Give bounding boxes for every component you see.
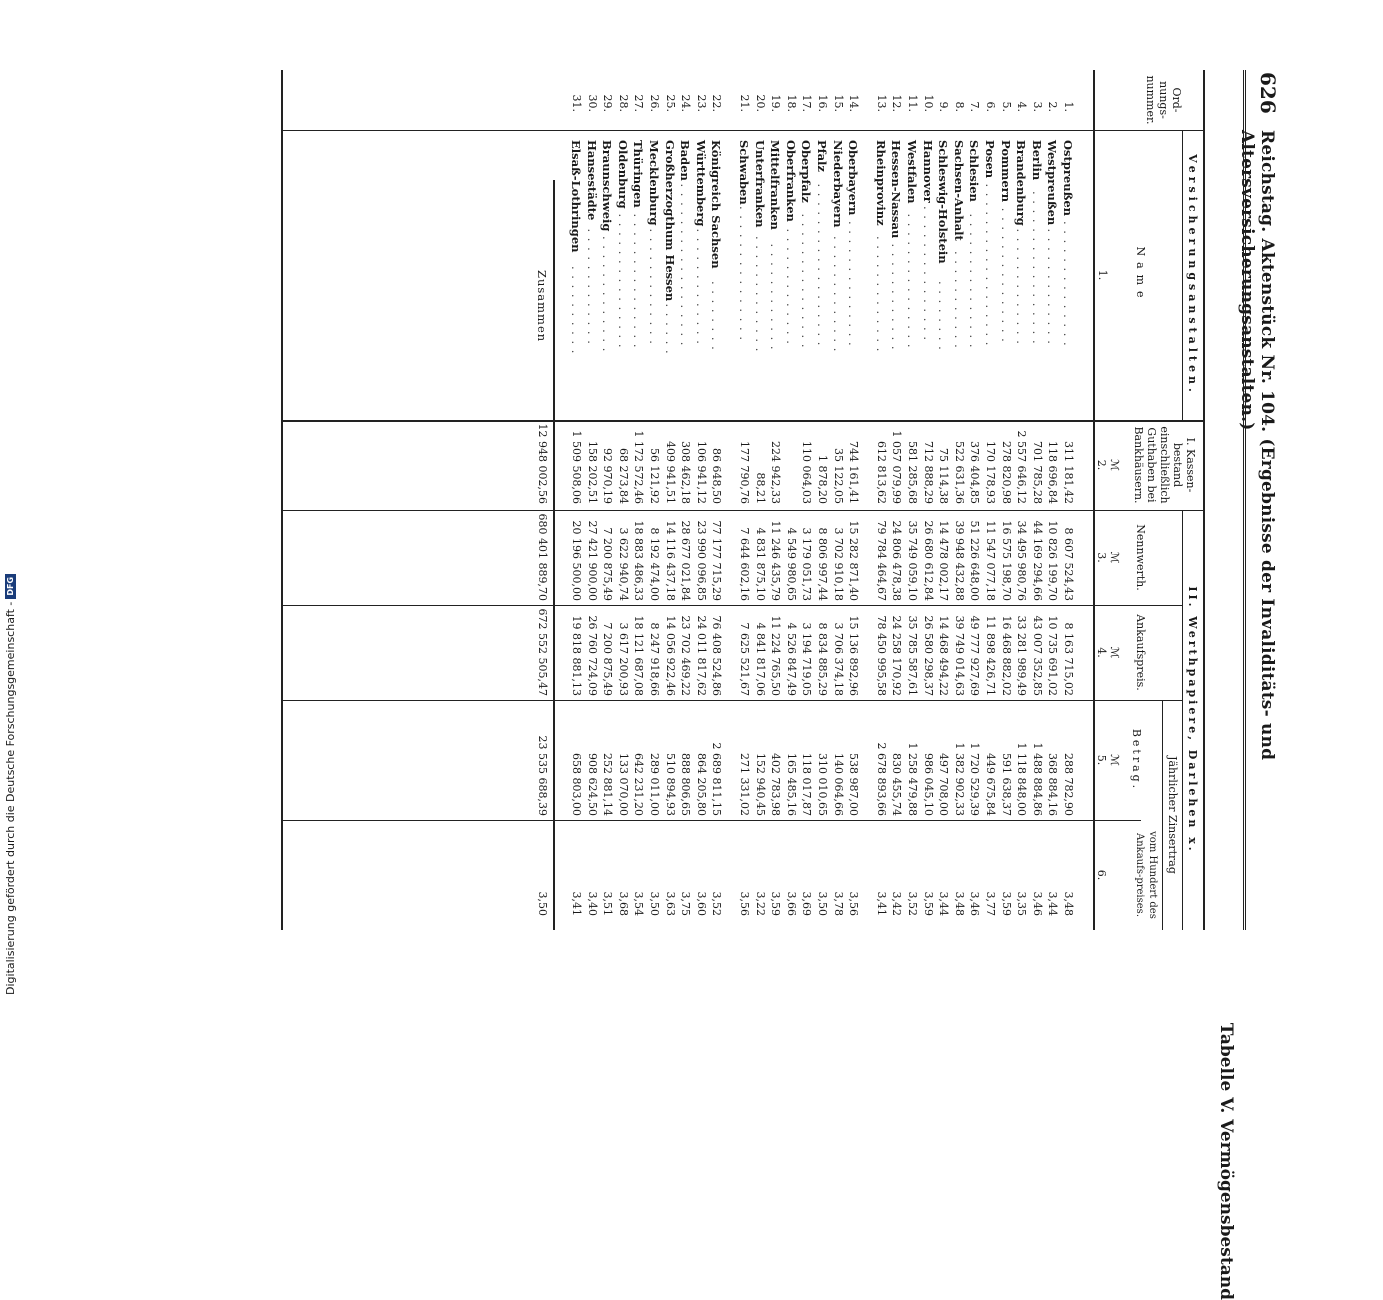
row-number: 17. — [800, 94, 814, 112]
ankaufspreis-value: 15 136 892,96 — [847, 615, 861, 696]
ankaufspreis-value: 8 247 918,66 — [648, 622, 661, 696]
kasse-value: 106 941,12 — [694, 441, 708, 504]
col4-number: 4. — [1095, 647, 1108, 658]
row-number: 5. — [999, 101, 1013, 112]
ankaufspreis-value: 14 468 494,22 — [937, 615, 951, 696]
row-name: Oberbayern — [846, 140, 861, 216]
row-number: 24. — [679, 94, 693, 112]
percent-value: 3,44 — [1046, 891, 1060, 916]
row-number: 16. — [816, 94, 829, 112]
kasse-value: 1 878,20 — [816, 455, 829, 504]
total-label: Zusammen — [535, 270, 550, 343]
unit-mark: ℳ — [1108, 551, 1121, 564]
kasse-value: 1 172 572,46 — [632, 430, 646, 504]
row-name: Pfalz — [815, 140, 829, 172]
nennwerth-value: 3 622 940,74 — [616, 527, 630, 601]
betrag-value: 310 010,65 — [816, 753, 829, 816]
leader-dots: . . . . . . . . . . . — [951, 251, 966, 349]
row-number: 20. — [753, 94, 767, 112]
nennwerth-value: 28 677 021,84 — [679, 520, 693, 601]
nennwerth-value: 3 702 910,18 — [831, 527, 845, 601]
betrag-value: 368 884,16 — [1046, 753, 1060, 816]
nennwerth-value: 51 226 648,00 — [968, 520, 982, 601]
total-percent: 3,50 — [536, 891, 550, 916]
ankaufspreis-value: 49 777 927,69 — [968, 615, 982, 696]
betrag-value: 252 881,14 — [601, 753, 615, 816]
row-name: Unterfranken — [752, 140, 767, 228]
kasse-value: 311 181,42 — [1062, 441, 1075, 504]
percent-value: 3,59 — [921, 891, 935, 916]
row-name: Hansestädte — [584, 140, 599, 221]
percent-value: 3,75 — [679, 891, 693, 916]
nennwerth-value: 11 547 077,18 — [984, 520, 997, 601]
leader-dots: . . . . . . . . . . . . . — [873, 236, 888, 353]
nennwerth-value: 7 200 875,49 — [601, 527, 615, 601]
percent-value: 3,50 — [816, 891, 829, 916]
ankaufspreis-header: Ankaufspreis. — [1134, 614, 1147, 691]
leader-dots: . . . . . . . . . . . . . . . — [799, 213, 814, 349]
row-number: 2. — [1046, 101, 1060, 112]
col1-number: 1. — [1096, 269, 1109, 281]
ankaufspreis-value: 76 408 524,86 — [710, 615, 724, 696]
row-number: 14. — [847, 94, 861, 112]
leader-dots: . . . . . . — [662, 303, 677, 355]
row-name: Westpreußen — [1045, 140, 1060, 226]
betrag-value: 1 118 848,00 — [1015, 742, 1029, 816]
row-name: Ostpreußen — [1061, 140, 1075, 216]
row-number: 12. — [890, 94, 904, 112]
nennwerth-value: 4 549 980,65 — [784, 527, 798, 601]
row-line — [1182, 510, 1183, 930]
leader-dots: . . . . . . . . . . . . . . — [846, 221, 861, 347]
betrag-value: 888 806,65 — [679, 753, 693, 816]
row-name: Brandenburg — [1014, 140, 1029, 226]
table-title: Tabelle V. Vermögensbestand — [1216, 1022, 1236, 1300]
kasse-value: 1 509 508,06 — [570, 430, 583, 504]
row-number: 30. — [585, 94, 599, 112]
percent-value: 3,51 — [601, 891, 615, 916]
betrag-value: 986 045,10 — [921, 753, 935, 816]
percent-value: 3,68 — [616, 891, 630, 916]
col6-number: 6. — [1095, 869, 1108, 881]
row-name: Großherzogthum Hessen — [662, 140, 677, 302]
ankaufspreis-value: 24 011 817,62 — [694, 615, 708, 696]
percent-value: 3,69 — [800, 891, 814, 916]
betrag-value: 402 783,98 — [769, 753, 783, 816]
betrag-value: 288 782,90 — [1062, 753, 1075, 816]
unit-mark: ℳ — [1108, 754, 1121, 766]
name-header: Name — [1134, 246, 1147, 304]
row-name: Pommern — [998, 140, 1013, 203]
nennwerth-value: 8 607 524,43 — [1062, 527, 1075, 601]
ankaufspreis-value: 3 617 200,93 — [616, 622, 630, 696]
row-name: Elsaß-Lothringen — [569, 140, 583, 253]
percent-value: 3,52 — [906, 891, 919, 916]
ankaufspreis-value: 7 200 875,49 — [601, 622, 615, 696]
kasse-value: 88,21 — [753, 472, 767, 504]
row-name: Posen — [983, 140, 997, 179]
kasse-value: 92 970,19 — [601, 448, 615, 504]
ankaufspreis-value: 10 735 691,02 — [1046, 615, 1060, 696]
row-name: Braunschweig — [600, 140, 615, 232]
leader-dots: . . . . . . . . . . . . — [768, 243, 783, 351]
nennwerth-value: 8 192 474,00 — [648, 527, 661, 601]
unit-mark: ℳ — [1108, 459, 1121, 471]
betrag-value: 497 708,00 — [937, 753, 951, 816]
kasse-value: 612 813,62 — [874, 441, 888, 504]
row-number: 18. — [784, 94, 798, 112]
leader-dots: . . . . . . . . — [709, 281, 724, 351]
percent-value: 3,63 — [663, 891, 677, 916]
percent-value: 3,48 — [1062, 891, 1075, 916]
kasse-value: 110 064,03 — [800, 441, 814, 504]
row-name: Oberfranken — [783, 140, 798, 222]
percent-value: 3,42 — [890, 891, 904, 916]
nennwerth-value: 14 116 437,18 — [663, 520, 677, 601]
nennwerth-value: 77 177 715,29 — [710, 520, 724, 601]
betrag-value: 658 803,00 — [570, 753, 583, 816]
kasse-value: 522 631,36 — [952, 441, 966, 504]
leader-dots: . . . . . . . . . . . . . . . . . . — [678, 183, 693, 347]
total-kasse: 12 948 002,56 — [536, 423, 550, 504]
leader-dots: . . . . . . . . . . . . . — [752, 236, 767, 353]
col-line — [283, 130, 1203, 131]
percent-value: 3,56 — [738, 891, 751, 916]
kasse-value: 278 820,98 — [999, 441, 1013, 504]
leader-dots: . . . . . . . . . . . . . . . — [615, 213, 630, 349]
kasse-value: 581 285,68 — [906, 441, 919, 504]
row-name: Mittelfranken — [768, 140, 783, 230]
betrag-value: 642 231,20 — [632, 753, 646, 816]
ankaufspreis-value: 39 749 014,63 — [952, 615, 966, 696]
leader-dots: . . . . . . . . . . . . . — [1045, 228, 1060, 345]
leader-dots: . . . . . . . . . . . . . — [647, 228, 661, 345]
betrag-value: 165 485,16 — [784, 753, 798, 816]
kasse-value: 701 785,28 — [1030, 441, 1044, 504]
betrag-value: 908 624,50 — [585, 753, 599, 816]
ankaufspreis-value: 14 056 922,46 — [663, 615, 677, 696]
nennwerth-value: 24 806 478,38 — [890, 520, 904, 601]
ankaufspreis-value: 8 163 715,02 — [1062, 622, 1075, 696]
row-number: 1. — [1062, 101, 1075, 112]
nennwerth-value: 34 495 980,76 — [1015, 520, 1029, 601]
ankaufspreis-value: 78 450 995,58 — [874, 615, 888, 696]
hundert-header: vom Hundert des Ankaufs-preises. — [1134, 831, 1158, 919]
leader-dots: . . . . . . . . . . — [569, 266, 583, 355]
row-number: 27. — [632, 94, 646, 112]
kassen-header: I. Kassen-bestand einschließlich Guthaben bei Bankhäusern. — [1132, 426, 1197, 504]
ankaufspreis-value: 11 224 765,50 — [769, 615, 783, 696]
row-number: 21. — [738, 94, 751, 112]
row-name: Schwaben — [737, 140, 751, 205]
betrag-value: 864 205,80 — [694, 753, 708, 816]
row-number: 28. — [616, 94, 630, 112]
leader-dots: . . . . . . . . . . . . . . . — [967, 213, 982, 349]
nennwerth-header: Nennwerth. — [1134, 524, 1147, 591]
kasse-value: 56 121,92 — [648, 448, 661, 504]
kasse-value: 308 462,18 — [679, 441, 693, 504]
nennwerth-value: 11 246 435,79 — [769, 520, 783, 601]
row-name: Westfalen — [905, 140, 919, 204]
ankaufspreis-value: 11 898 426,71 — [984, 615, 997, 696]
row-number: 22. — [710, 94, 724, 112]
kasse-value: 712 888,29 — [921, 441, 935, 504]
nennwerth-value: 14 478 002,17 — [937, 520, 951, 601]
betrag-value: 271 331,02 — [738, 753, 751, 816]
row-number: 15. — [831, 94, 845, 112]
percent-value: 3,59 — [999, 891, 1013, 916]
betrag-value: 140 064,66 — [831, 753, 845, 816]
kasse-value: 35 122,05 — [831, 448, 845, 504]
kasse-value: 1 057 079,99 — [890, 430, 904, 504]
col2-number: 2. — [1095, 459, 1108, 471]
row-name: Thüringen — [631, 140, 646, 208]
page-number: 626 — [1256, 72, 1280, 114]
ankaufspreis-value: 26 580 298,37 — [921, 615, 935, 696]
total-ankaufspreis: 672 552 505,47 — [536, 608, 550, 696]
leader-dots: . . . . . . . . . . . . . — [830, 236, 845, 353]
row-name: Königreich Sachsen — [709, 140, 724, 269]
leader-dots: . . . . . . . . . . . . . . . . . . — [983, 183, 997, 347]
ankaufspreis-value: 33 281 989,49 — [1015, 615, 1029, 696]
kasse-value: 75 114,38 — [937, 448, 951, 504]
ankaufspreis-value: 3 706 374,18 — [831, 622, 845, 696]
row-name: Baden — [678, 140, 693, 181]
percent-value: 3,44 — [937, 891, 951, 916]
leader-dots: . . . . . . . . . . . . . . . . — [998, 198, 1013, 343]
nennwerth-value: 39 948 432,88 — [952, 520, 966, 601]
anstalten-header: Versicherungsanstalten. — [1186, 154, 1199, 396]
ankaufspreis-value: 4 841 817,06 — [753, 622, 767, 696]
kasse-value: 158 202,51 — [585, 441, 599, 504]
row-number: 31. — [570, 94, 583, 112]
ankaufspreis-value: 35 785 587,61 — [906, 615, 919, 696]
leader-dots: . . . . . . . . . . . . . — [783, 228, 798, 345]
kasse-value: 744 161,41 — [847, 441, 861, 504]
row-number: 8. — [952, 101, 966, 112]
leader-dots: . . . . . . . . . . . . . . . — [737, 206, 751, 342]
kasse-value: 118 696,84 — [1046, 441, 1060, 504]
row-number: 29. — [601, 94, 615, 112]
running-header: Reichstag. Aktenstück Nr. 104. (Ergebnisse der Invaliditäts- und Altersversicherungsanstalten.) — [1237, 130, 1277, 761]
leader-dots: . . . . . . . . . . . . . — [600, 236, 615, 353]
nennwerth-value: 20 196 500,00 — [570, 520, 583, 601]
leader-dots: . . . . . . . . . . . . — [889, 243, 904, 351]
ankaufspreis-value: 7 625 521,67 — [738, 622, 751, 696]
total-betrag: 23 535 688,39 — [536, 735, 550, 816]
percent-value: 3,66 — [784, 891, 798, 916]
row-number: 7. — [968, 101, 982, 112]
row-name: Oldenburg — [615, 140, 630, 209]
side-caption — [4, 575, 17, 995]
row-name: Oberpfalz — [799, 140, 814, 203]
row-number: 25. — [663, 94, 677, 112]
row-number: 19. — [769, 94, 783, 112]
kasse-value: 376 404,85 — [968, 441, 982, 504]
betrag-value: 449 675,84 — [984, 753, 997, 816]
betrag-value: 1 720 529,39 — [968, 742, 982, 816]
ankaufspreis-value: 24 258 170,92 — [890, 615, 904, 696]
row-name: Württemberg — [693, 140, 708, 227]
nennwerth-value: 79 784 464,67 — [874, 520, 888, 601]
betrag-value: 1 488 884,86 — [1030, 742, 1044, 816]
nennwerth-value: 4 831 875,10 — [753, 527, 767, 601]
row-number: 6. — [984, 101, 997, 112]
row-number: 13. — [874, 94, 888, 112]
unit-mark: ℳ — [1108, 646, 1121, 659]
rotated-page — [280, 70, 1280, 1300]
row-number: 4. — [1015, 101, 1029, 112]
betrag-header: Betrag. — [1130, 728, 1143, 792]
row-name: Hannover — [920, 140, 935, 203]
row-name: Berlin — [1029, 140, 1044, 181]
leader-dots: . . . . . . . . . . . . . — [584, 228, 599, 345]
nennwerth-value: 3 179 051,73 — [800, 527, 814, 601]
nennwerth-value: 16 575 198,70 — [999, 520, 1013, 601]
percent-value: 3,48 — [952, 891, 966, 916]
percent-value: 3,41 — [874, 891, 888, 916]
zinsertrag-header: Jährlicher Zinsertrag — [1166, 756, 1179, 874]
percent-value: 3,46 — [968, 891, 982, 916]
side-caption-text: Digitalisierung gefördert durch die Deutsche Forschungsgemeinschaft - — [4, 601, 17, 995]
leader-dots: . . . . . . . . . . . . . . . . . . — [815, 183, 829, 347]
row-number: 11. — [906, 94, 919, 112]
ankaufspreis-value: 23 702 469,22 — [679, 615, 693, 696]
leader-dots: . . . . . . . . . . . . . . . . . — [1029, 191, 1044, 345]
row-name: Schlesien — [967, 140, 982, 202]
percent-value: 3,46 — [1030, 891, 1044, 916]
ankaufspreis-value: 26 760 724,09 — [585, 615, 599, 696]
percent-value: 3,78 — [831, 891, 845, 916]
betrag-value: 510 894,93 — [663, 753, 677, 816]
row-number: 23. — [694, 94, 708, 112]
ordnung-header: Ord-nungs-nummer. — [1144, 75, 1183, 125]
leader-dots: . . . . . . . . . . . . . . . — [905, 213, 919, 349]
kasse-value: 170 178,93 — [984, 441, 997, 504]
percent-value: 3,35 — [1015, 891, 1029, 916]
ankaufspreis-value: 4 526 847,49 — [784, 622, 798, 696]
total-rule — [553, 180, 555, 930]
percent-value: 3,59 — [769, 891, 783, 916]
percent-value: 3,77 — [984, 891, 997, 916]
kasse-value: 177 790,76 — [738, 441, 751, 504]
kasse-value: 2 557 646,12 — [1015, 430, 1029, 504]
betrag-value: 133 070,00 — [616, 753, 630, 816]
betrag-value: 2 678 893,66 — [874, 742, 888, 816]
row-name: Rheinprovinz — [873, 140, 888, 226]
nennwerth-value: 23 990 096,85 — [694, 520, 708, 601]
nennwerth-value: 44 169 294,66 — [1030, 520, 1044, 601]
data-table — [281, 70, 1205, 930]
nennwerth-value: 15 282 871,40 — [847, 520, 861, 601]
percent-value: 3,54 — [632, 891, 646, 916]
ankaufspreis-value: 18 121 687,08 — [632, 615, 646, 696]
percent-value: 3,56 — [847, 891, 861, 916]
nennwerth-value: 18 883 486,33 — [632, 520, 646, 601]
ankaufspreis-value: 19 818 881,13 — [570, 615, 583, 696]
betrag-value: 118 017,87 — [800, 753, 814, 816]
leader-dots: . . . . . . . . . . . . . — [1014, 228, 1029, 345]
kasse-value: 68 273,84 — [616, 448, 630, 504]
ankaufspreis-value: 8 834 885,29 — [816, 622, 829, 696]
nennwerth-value: 26 680 612,84 — [921, 520, 935, 601]
row-number: 9. — [937, 101, 951, 112]
percent-value: 3,60 — [694, 891, 708, 916]
row-number: 26. — [648, 94, 661, 112]
betrag-value: 1 382 902,33 — [952, 742, 966, 816]
leader-dots: . . . . . . . . . . . . . — [693, 228, 708, 345]
header-rule — [1243, 70, 1246, 930]
row-number: 3. — [1030, 101, 1044, 112]
percent-value: 3,22 — [753, 891, 767, 916]
nennwerth-value: 10 826 199,70 — [1046, 520, 1060, 601]
row-line — [1162, 700, 1163, 930]
row-line — [1182, 130, 1183, 420]
kasse-value: 86 648,50 — [710, 448, 724, 504]
row-name: Niederbayern — [830, 140, 845, 228]
col5-number: 5. — [1095, 754, 1108, 766]
ankaufspreis-value: 43 007 352,85 — [1030, 615, 1044, 696]
betrag-value: 591 638,37 — [999, 753, 1013, 816]
row-name: Schleswig-Holstein — [936, 140, 951, 264]
col3-number: 3. — [1095, 552, 1108, 563]
nennwerth-value: 27 421 900,00 — [585, 520, 599, 601]
row-number: 10. — [921, 94, 935, 112]
dfg-logo: DFG — [5, 574, 16, 599]
row-name: Mecklenburg — [647, 140, 661, 226]
percent-value: 3,50 — [648, 891, 661, 916]
leader-dots: . . . . . . . . — [936, 281, 951, 351]
nennwerth-value: 35 749 059,10 — [906, 520, 919, 601]
betrag-value: 152 940,45 — [753, 753, 767, 816]
total-nennwerth: 680 401 889,70 — [536, 513, 550, 601]
wertpapiere-header: II. Werthpapiere, Darlehen x. — [1186, 586, 1199, 854]
leader-dots: . . . . . . . . . . . . . . . — [920, 206, 935, 342]
ankaufspreis-value: 16 468 882,02 — [999, 615, 1013, 696]
ankaufspreis-value: 3 194 719,05 — [800, 622, 814, 696]
percent-value: 3,40 — [585, 891, 599, 916]
kasse-value: 224 942,33 — [769, 441, 783, 504]
nennwerth-value: 7 644 602,16 — [738, 527, 751, 601]
betrag-value: 1 258 479,88 — [906, 742, 919, 816]
page-header — [1237, 70, 1280, 930]
percent-value: 3,52 — [710, 891, 724, 916]
leader-dots: . . . . . . . . . . . . . . — [1061, 221, 1075, 347]
betrag-value: 538 987,00 — [847, 753, 861, 816]
row-name: Hessen-Nassau — [889, 140, 904, 239]
leader-dots: . . . . . . . . . . . . . . . — [631, 213, 646, 349]
row-name: Sachsen-Anhalt — [951, 140, 966, 241]
percent-value: 3,41 — [570, 891, 583, 916]
kasse-value: 409 941,51 — [663, 441, 677, 504]
betrag-value: 830 455,74 — [890, 753, 904, 816]
betrag-value: 2 689 811,15 — [710, 742, 724, 816]
nennwerth-value: 8 806 997,44 — [816, 527, 829, 601]
betrag-value: 289 011,00 — [648, 753, 661, 816]
